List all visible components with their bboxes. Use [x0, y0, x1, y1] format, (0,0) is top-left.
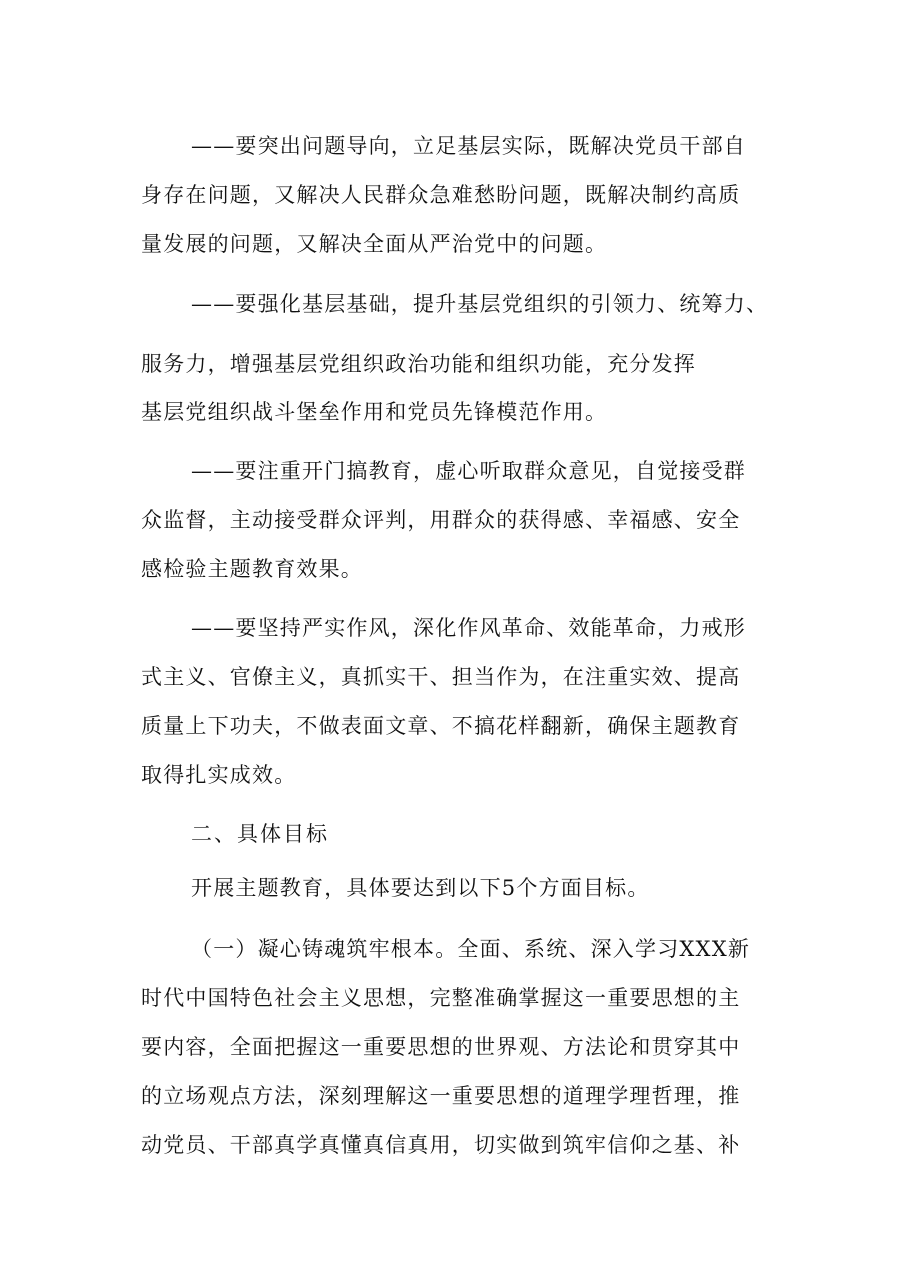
paragraph-2-line-2: 服务力，增强基层党组织政治功能和组织功能，充分发挥: [141, 352, 696, 376]
paragraph-3-line-3: 感检验主题教育效果。: [141, 557, 363, 581]
paragraph-6-line-4: 的立场观点方法，深刻理解这一重要思想的道理学理哲理，推: [141, 1084, 741, 1108]
paragraph-5-line-1: 开展主题教育，具体要达到以下5个方面目标。: [191, 876, 650, 900]
paragraph-1-line-1: ——要突出问题导向，立足基层实际，既解决党员干部自: [191, 134, 746, 158]
paragraph-1-line-3: 量发展的问题，又解决全面从严治党中的问题。: [141, 232, 608, 256]
paragraph-4-line-2: 式主义、官僚主义，真抓实干、担当作为，在注重实效、提高: [141, 665, 741, 689]
paragraph-2-line-3: 基层党组织战斗堡垒作用和党员先锋模范作用。: [141, 400, 608, 424]
paragraph-4-line-4: 取得扎实成效。: [141, 763, 297, 787]
paragraph-3-line-1: ——要注重开门搞教育，虚心听取群众意见，自觉接受群: [191, 459, 746, 483]
paragraph-2-line-1: ——要强化基层基础，提升基层党组织的引领力、统筹力、: [191, 292, 769, 316]
paragraph-4-line-3: 质量上下功夫，不做表面文章、不搞花样翻新，确保主题教育: [141, 714, 741, 738]
paragraph-6-line-3: 要内容，全面把握这一重要思想的世界观、方法论和贯穿其中: [141, 1035, 741, 1059]
paragraph-3-line-2: 众监督，主动接受群众评判，用群众的获得感、幸福感、安全: [141, 508, 741, 532]
section-heading: 二、具体目标: [191, 822, 329, 846]
paragraph-6-line-5: 动党员、干部真学真懂真信真用，切实做到筑牢信仰之基、补: [141, 1133, 741, 1157]
paragraph-6-line-2: 时代中国特色社会主义思想，完整准确掌握这一重要思想的主: [141, 986, 741, 1010]
paragraph-4-line-1: ——要坚持严实作风，深化作风革命、效能革命，力戒形: [191, 616, 746, 640]
paragraph-1-line-2: 身存在问题，又解决人民群众急难愁盼问题，既解决制约高质: [141, 183, 741, 207]
paragraph-6-line-1: （一）凝心铸魂筑牢根本。全面、系统、深入学习XXX新: [191, 937, 751, 961]
